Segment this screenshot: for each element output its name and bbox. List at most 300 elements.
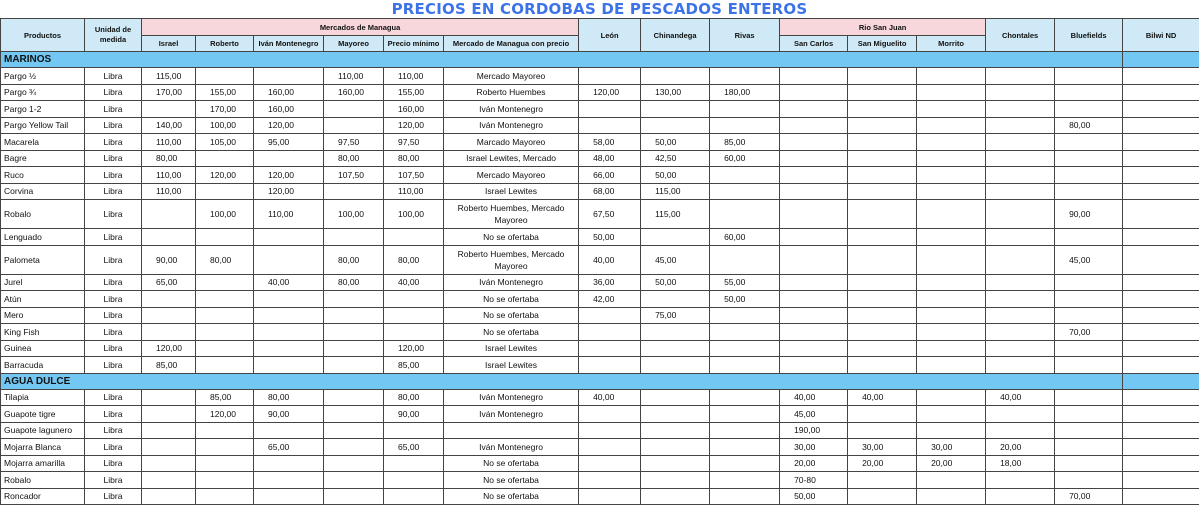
cell-p: King Fish xyxy=(1,324,85,341)
cell-min: 65,00 xyxy=(384,439,444,456)
cell-sm xyxy=(848,200,917,229)
cell-leon xyxy=(579,68,641,85)
table-row xyxy=(1,167,1199,184)
cell-ivan: 120,00 xyxy=(254,167,324,184)
cell-sc xyxy=(780,357,848,374)
cell-p: Jurel xyxy=(1,274,85,291)
cell-mercado: Israel Lewites xyxy=(444,183,579,200)
cell-chin xyxy=(641,340,710,357)
cell-bilwi xyxy=(1123,117,1199,134)
cell-ivan: 90,00 xyxy=(254,406,324,423)
cell-sm xyxy=(848,274,917,291)
cell-min xyxy=(384,291,444,308)
cell-min: 110,00 xyxy=(384,183,444,200)
table-row xyxy=(1,68,1199,85)
cell-min xyxy=(384,307,444,324)
cell-p: Palometa xyxy=(1,245,85,274)
cell-leon xyxy=(579,439,641,456)
cell-ivan xyxy=(254,68,324,85)
cell-sm xyxy=(848,291,917,308)
cell-mercado: Israel Lewites xyxy=(444,340,579,357)
cell-israel xyxy=(142,439,196,456)
cell-leon xyxy=(579,455,641,472)
table-row xyxy=(1,291,1199,308)
cell-bilwi xyxy=(1123,150,1199,167)
cell-u: Libra xyxy=(85,200,142,229)
cell-rivas xyxy=(710,167,780,184)
cell-min: 120,00 xyxy=(384,340,444,357)
cell-p: Pargo ½ xyxy=(1,68,85,85)
cell-u: Libra xyxy=(85,389,142,406)
cell-u: Libra xyxy=(85,68,142,85)
cell-mayoreo xyxy=(324,183,384,200)
cell-p: Atún xyxy=(1,291,85,308)
cell-mor xyxy=(917,406,986,423)
cell-mor xyxy=(917,389,986,406)
cell-roberto: 80,00 xyxy=(196,245,254,274)
cell-bilwi xyxy=(1123,183,1199,200)
cell-ivan: 120,00 xyxy=(254,183,324,200)
cell-ivan xyxy=(254,150,324,167)
cell-bilwi xyxy=(1123,291,1199,308)
cell-leon xyxy=(579,472,641,489)
cell-chon xyxy=(986,357,1055,374)
cell-rivas: 60,00 xyxy=(710,229,780,246)
cell-bilwi xyxy=(1123,324,1199,341)
cell-leon xyxy=(579,324,641,341)
cell-bilwi xyxy=(1123,472,1199,489)
cell-mor xyxy=(917,488,986,505)
cell-blue xyxy=(1055,439,1123,456)
table-row xyxy=(1,245,1199,274)
cell-roberto xyxy=(196,340,254,357)
cell-chon xyxy=(986,101,1055,118)
cell-roberto: 100,00 xyxy=(196,200,254,229)
cell-blue: 80,00 xyxy=(1055,117,1123,134)
cell-p: Mero xyxy=(1,307,85,324)
cell-leon: 120,00 xyxy=(579,84,641,101)
cell-u: Libra xyxy=(85,488,142,505)
cell-ivan xyxy=(254,291,324,308)
cell-u: Libra xyxy=(85,291,142,308)
cell-chon: 18,00 xyxy=(986,455,1055,472)
cell-blue xyxy=(1055,472,1123,489)
cell-israel xyxy=(142,291,196,308)
cell-mor xyxy=(917,167,986,184)
prices-table xyxy=(0,18,1199,505)
cell-rivas xyxy=(710,183,780,200)
table-row xyxy=(1,488,1199,505)
cell-mayoreo: 80,00 xyxy=(324,150,384,167)
cell-chon xyxy=(986,167,1055,184)
col-bluefields: Bluefields xyxy=(1055,19,1123,52)
cell-roberto: 120,00 xyxy=(196,406,254,423)
cell-blue xyxy=(1055,389,1123,406)
cell-rivas xyxy=(710,340,780,357)
cell-p: Ruco xyxy=(1,167,85,184)
cell-bilwi xyxy=(1123,274,1199,291)
table-row xyxy=(1,340,1199,357)
cell-u: Libra xyxy=(85,439,142,456)
col-bilwi: Bilwi ND xyxy=(1123,19,1199,52)
cell-min: 90,00 xyxy=(384,406,444,423)
cell-rivas xyxy=(710,101,780,118)
table-row xyxy=(1,389,1199,406)
cell-bilwi xyxy=(1123,406,1199,423)
cell-mercado: Roberto Huembes xyxy=(444,84,579,101)
cell-mercado: Marcado Mayoreo xyxy=(444,134,579,151)
cell-sm xyxy=(848,307,917,324)
cell-ivan: 65,00 xyxy=(254,439,324,456)
cell-mor xyxy=(917,422,986,439)
cell-roberto xyxy=(196,488,254,505)
cell-israel: 110,00 xyxy=(142,167,196,184)
cell-roberto xyxy=(196,307,254,324)
cell-roberto: 170,00 xyxy=(196,101,254,118)
cell-chin xyxy=(641,68,710,85)
table-row xyxy=(1,406,1199,423)
col-israel: Israel xyxy=(142,36,196,52)
cell-chin: 42,50 xyxy=(641,150,710,167)
cell-mor xyxy=(917,291,986,308)
cell-min: 160,00 xyxy=(384,101,444,118)
cell-sm xyxy=(848,245,917,274)
cell-mor xyxy=(917,134,986,151)
cell-p: Guapote lagunero xyxy=(1,422,85,439)
cell-rivas xyxy=(710,422,780,439)
cell-sm xyxy=(848,117,917,134)
cell-blue xyxy=(1055,455,1123,472)
cell-leon: 50,00 xyxy=(579,229,641,246)
cell-israel xyxy=(142,200,196,229)
cell-mayoreo: 107,50 xyxy=(324,167,384,184)
cell-rivas xyxy=(710,200,780,229)
cell-mercado: No se ofertaba xyxy=(444,455,579,472)
cell-sc: 30,00 xyxy=(780,439,848,456)
cell-min: 120,00 xyxy=(384,117,444,134)
cell-mercado: No se ofertaba xyxy=(444,229,579,246)
section-filler xyxy=(1123,373,1199,389)
table-row xyxy=(1,439,1199,456)
cell-mor: 20,00 xyxy=(917,455,986,472)
cell-u: Libra xyxy=(85,183,142,200)
cell-u: Libra xyxy=(85,455,142,472)
cell-ivan xyxy=(254,307,324,324)
cell-p: Tilapia xyxy=(1,389,85,406)
cell-mor xyxy=(917,357,986,374)
cell-rivas: 180,00 xyxy=(710,84,780,101)
cell-israel: 80,00 xyxy=(142,150,196,167)
cell-sm xyxy=(848,488,917,505)
cell-sm xyxy=(848,422,917,439)
cell-israel xyxy=(142,307,196,324)
cell-mercado: Mercado Mayoreo xyxy=(444,68,579,85)
cell-mor xyxy=(917,274,986,291)
cell-min: 80,00 xyxy=(384,389,444,406)
cell-chin xyxy=(641,117,710,134)
table-row xyxy=(1,324,1199,341)
cell-mercado: Roberto Huembes, Mercado Mayoreo xyxy=(444,245,579,274)
cell-mayoreo xyxy=(324,324,384,341)
cell-blue xyxy=(1055,340,1123,357)
cell-leon: 58,00 xyxy=(579,134,641,151)
cell-sc xyxy=(780,324,848,341)
cell-sc xyxy=(780,307,848,324)
cell-leon xyxy=(579,357,641,374)
cell-u: Libra xyxy=(85,406,142,423)
cell-mayoreo: 100,00 xyxy=(324,200,384,229)
cell-u: Libra xyxy=(85,117,142,134)
cell-sm xyxy=(848,150,917,167)
cell-mercado: Iván Montenegro xyxy=(444,101,579,118)
cell-chin xyxy=(641,291,710,308)
cell-sm: 30,00 xyxy=(848,439,917,456)
cell-u: Libra xyxy=(85,340,142,357)
cell-u: Libra xyxy=(85,245,142,274)
cell-mor xyxy=(917,68,986,85)
cell-mor xyxy=(917,101,986,118)
cell-sc xyxy=(780,117,848,134)
cell-roberto xyxy=(196,324,254,341)
section-filler xyxy=(1123,52,1199,68)
cell-chon xyxy=(986,307,1055,324)
cell-chon: 20,00 xyxy=(986,439,1055,456)
cell-sc: 45,00 xyxy=(780,406,848,423)
cell-roberto: 105,00 xyxy=(196,134,254,151)
cell-mayoreo xyxy=(324,455,384,472)
cell-p: Pargo Yellow Tail xyxy=(1,117,85,134)
cell-u: Libra xyxy=(85,422,142,439)
cell-u: Libra xyxy=(85,101,142,118)
cell-blue: 70,00 xyxy=(1055,324,1123,341)
cell-ivan xyxy=(254,324,324,341)
cell-p: Guapote tigre xyxy=(1,406,85,423)
col-san-miguelito: San Miguelito xyxy=(848,36,917,52)
cell-chin xyxy=(641,229,710,246)
cell-roberto xyxy=(196,274,254,291)
cell-rivas xyxy=(710,117,780,134)
cell-chon xyxy=(986,117,1055,134)
cell-mayoreo xyxy=(324,488,384,505)
cell-chon xyxy=(986,406,1055,423)
cell-mercado: Iván Montenegro xyxy=(444,274,579,291)
cell-roberto xyxy=(196,68,254,85)
cell-min xyxy=(384,455,444,472)
table-row xyxy=(1,229,1199,246)
cell-p: Bagre xyxy=(1,150,85,167)
cell-mercado: Iván Montenegro xyxy=(444,439,579,456)
cell-rivas xyxy=(710,439,780,456)
cell-israel xyxy=(142,229,196,246)
section-header xyxy=(1,373,1199,389)
cell-mor xyxy=(917,472,986,489)
col-chontales: Chontales xyxy=(986,19,1055,52)
cell-blue xyxy=(1055,406,1123,423)
cell-u: Libra xyxy=(85,150,142,167)
cell-p: Pargo 1-2 xyxy=(1,101,85,118)
cell-israel xyxy=(142,389,196,406)
cell-mercado: No se ofertaba xyxy=(444,472,579,489)
cell-leon xyxy=(579,117,641,134)
table-row xyxy=(1,84,1199,101)
cell-rivas xyxy=(710,488,780,505)
cell-chin: 50,00 xyxy=(641,274,710,291)
section-title: MARINOS xyxy=(1,52,1123,68)
cell-min: 85,00 xyxy=(384,357,444,374)
cell-chon xyxy=(986,84,1055,101)
cell-israel xyxy=(142,324,196,341)
cell-mercado: Roberto Huembes, Mercado Mayoreo xyxy=(444,200,579,229)
cell-ivan: 110,00 xyxy=(254,200,324,229)
cell-roberto xyxy=(196,472,254,489)
col-productos: Productos xyxy=(1,19,85,52)
cell-ivan xyxy=(254,488,324,505)
col-chinandega: Chinandega xyxy=(641,19,710,52)
cell-chin: 50,00 xyxy=(641,134,710,151)
cell-israel xyxy=(142,422,196,439)
cell-chin: 130,00 xyxy=(641,84,710,101)
cell-chon xyxy=(986,274,1055,291)
cell-chon xyxy=(986,488,1055,505)
cell-sc xyxy=(780,150,848,167)
cell-mercado: Mercado Mayoreo xyxy=(444,167,579,184)
cell-bilwi xyxy=(1123,389,1199,406)
cell-roberto xyxy=(196,183,254,200)
cell-chin xyxy=(641,101,710,118)
cell-blue xyxy=(1055,357,1123,374)
cell-leon xyxy=(579,422,641,439)
table-row xyxy=(1,422,1199,439)
cell-rivas xyxy=(710,245,780,274)
cell-israel: 170,00 xyxy=(142,84,196,101)
cell-rivas xyxy=(710,472,780,489)
cell-chon xyxy=(986,229,1055,246)
cell-sc xyxy=(780,291,848,308)
cell-min: 40,00 xyxy=(384,274,444,291)
cell-p: Roncador xyxy=(1,488,85,505)
cell-chon xyxy=(986,150,1055,167)
cell-sc xyxy=(780,84,848,101)
cell-chin xyxy=(641,357,710,374)
cell-p: Mojarra amarilla xyxy=(1,455,85,472)
cell-blue xyxy=(1055,274,1123,291)
cell-leon: 42,00 xyxy=(579,291,641,308)
cell-mercado xyxy=(444,422,579,439)
cell-bilwi xyxy=(1123,488,1199,505)
cell-leon: 48,00 xyxy=(579,150,641,167)
cell-blue: 70,00 xyxy=(1055,488,1123,505)
cell-chon xyxy=(986,68,1055,85)
cell-u: Libra xyxy=(85,274,142,291)
cell-u: Libra xyxy=(85,324,142,341)
cell-rivas: 85,00 xyxy=(710,134,780,151)
cell-blue: 90,00 xyxy=(1055,200,1123,229)
cell-ivan xyxy=(254,357,324,374)
cell-mercado: Israel Lewites xyxy=(444,357,579,374)
cell-ivan: 120,00 xyxy=(254,117,324,134)
cell-israel xyxy=(142,488,196,505)
cell-blue xyxy=(1055,84,1123,101)
cell-sm xyxy=(848,324,917,341)
cell-sm xyxy=(848,357,917,374)
cell-sc: 20,00 xyxy=(780,455,848,472)
cell-sc: 50,00 xyxy=(780,488,848,505)
cell-p: Barracuda xyxy=(1,357,85,374)
cell-israel: 90,00 xyxy=(142,245,196,274)
cell-chin xyxy=(641,406,710,423)
cell-chin xyxy=(641,488,710,505)
cell-mayoreo xyxy=(324,117,384,134)
cell-ivan xyxy=(254,455,324,472)
cell-min xyxy=(384,229,444,246)
cell-mercado: No se ofertaba xyxy=(444,324,579,341)
cell-roberto xyxy=(196,422,254,439)
cell-bilwi xyxy=(1123,84,1199,101)
cell-mayoreo xyxy=(324,389,384,406)
cell-ivan: 40,00 xyxy=(254,274,324,291)
cell-sc xyxy=(780,183,848,200)
cell-u: Libra xyxy=(85,134,142,151)
cell-min: 110,00 xyxy=(384,68,444,85)
cell-chon xyxy=(986,324,1055,341)
table-body xyxy=(1,52,1199,505)
cell-blue xyxy=(1055,68,1123,85)
col-roberto: Roberto xyxy=(196,36,254,52)
cell-mor xyxy=(917,229,986,246)
table-row xyxy=(1,455,1199,472)
cell-bilwi xyxy=(1123,357,1199,374)
cell-min: 80,00 xyxy=(384,150,444,167)
cell-mor xyxy=(917,183,986,200)
cell-chon xyxy=(986,245,1055,274)
cell-leon: 66,00 xyxy=(579,167,641,184)
cell-chin: 50,00 xyxy=(641,167,710,184)
cell-sc xyxy=(780,245,848,274)
cell-leon xyxy=(579,307,641,324)
cell-rivas: 60,00 xyxy=(710,150,780,167)
cell-rivas xyxy=(710,389,780,406)
col-precio-minimo: Precio mínimo xyxy=(384,36,444,52)
cell-bilwi xyxy=(1123,134,1199,151)
col-leon: León xyxy=(579,19,641,52)
cell-ivan: 160,00 xyxy=(254,101,324,118)
cell-p: Lenguado xyxy=(1,229,85,246)
cell-leon: 67,50 xyxy=(579,200,641,229)
cell-mayoreo: 80,00 xyxy=(324,245,384,274)
table-row xyxy=(1,307,1199,324)
table-row xyxy=(1,183,1199,200)
cell-israel: 110,00 xyxy=(142,134,196,151)
cell-mercado: Iván Montenegro xyxy=(444,406,579,423)
cell-blue xyxy=(1055,307,1123,324)
cell-bilwi xyxy=(1123,422,1199,439)
cell-ivan xyxy=(254,472,324,489)
cell-roberto: 85,00 xyxy=(196,389,254,406)
cell-min xyxy=(384,472,444,489)
cell-israel: 115,00 xyxy=(142,68,196,85)
cell-chon xyxy=(986,200,1055,229)
cell-mayoreo xyxy=(324,229,384,246)
cell-sc xyxy=(780,68,848,85)
section-title: AGUA DULCE xyxy=(1,373,1123,389)
cell-chon xyxy=(986,422,1055,439)
cell-mercado: No se ofertaba xyxy=(444,291,579,308)
cell-u: Libra xyxy=(85,357,142,374)
cell-mor xyxy=(917,307,986,324)
cell-mor xyxy=(917,84,986,101)
cell-israel: 85,00 xyxy=(142,357,196,374)
col-morrito: Morrito xyxy=(917,36,986,52)
